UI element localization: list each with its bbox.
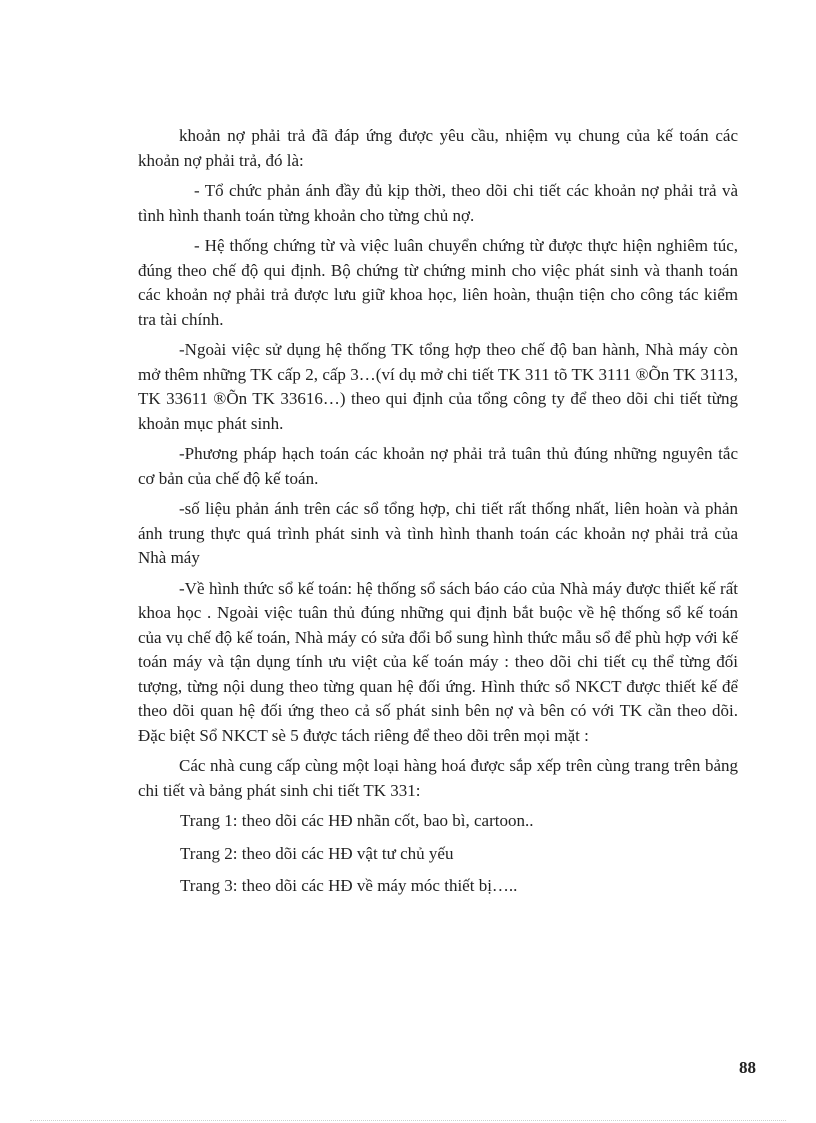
paragraph-bullet-reporting: - Tổ chức phản ánh đầy đủ kịp thời, theo dõi chi tiết các khoản nợ phải trả và tình hình thanh toán từng khoản cho từng chủ nợ. xyxy=(138,181,738,225)
paragraph-data: -số liệu phản ánh trên các sổ tổng hợp, chi tiết rất thống nhất, liên hoàn và phản ánh trung thực quá trình phát sinh và tình hình thanh toán các khoản nợ phải trả của Nhà máy xyxy=(138,499,738,567)
page-number: 88 xyxy=(739,1058,756,1077)
list-item: Trang 2: theo dõi các HĐ vật tư chủ yếu xyxy=(180,843,454,863)
paragraph-bookkeeping: -Về hình thức sổ kế toán: hệ thống sổ sách báo cáo của Nhà máy được thiết kế rất khoa học . Ngoài việc tuân thủ đúng những qui định bắt buộc về hệ thống sổ kế toán của vụ chế độ kế toán, Nhà máy có sửa đổi bổ sung hình thức mẫu sổ để phù hợp với kế toán máy và tận dụng tính ưu việt của kế toán máy : theo dõi chi tiết cụ thể từng đối tượng, từng nội dung theo từng quan hệ đối ứng. Hình thức sổ NKCT được thiết kế để theo dõi quan hệ đối ứng theo cả số phát sinh bên nợ và bên có với TK cần theo dõi. Đặc biệt Sổ NKCT sè 5 được tách riêng để theo dõi trên mọi mặt : xyxy=(138,578,738,745)
paragraph-accounts: -Ngoài việc sử dụng hệ thống TK tổng hợp theo chế độ ban hành, Nhà máy còn mở thêm những TK cấp 2, cấp 3…(ví dụ mở chi tiết TK 311 tõ TK 3111 ®Õn TK 3113, TK 33611 ®Õn TK 33616…) theo qui định của tổng công ty để theo dõi chi tiết từng khoản mục phát sinh. xyxy=(138,340,738,433)
list-item: Trang 3: theo dõi các HĐ về máy móc thiết bị….. xyxy=(180,876,518,895)
pages-list xyxy=(180,809,738,899)
paragraph-method: -Phương pháp hạch toán các khoản nợ phải trả tuân thủ đúng những nguyên tắc cơ bản của chế độ kế toán. xyxy=(138,444,738,488)
paragraph-bullet-documents: - Hệ thống chứng từ và việc luân chuyển chứng từ được thực hiện nghiêm túc, đúng theo chế độ qui định. Bộ chứng từ chứng minh cho việc phát sinh và thanh toán các khoản nợ phải trả được lưu giữ khoa học, liên hoàn, thuận tiện cho công tác kiểm tra tài chính. xyxy=(138,236,738,329)
bottom-divider xyxy=(30,1120,786,1121)
paragraph-intro: khoản nợ phải trả đã đáp ứng được yêu cầu, nhiệm vụ chung của kế toán các khoản nợ phải trả, đó là: xyxy=(138,126,738,170)
paragraph-suppliers: Các nhà cung cấp cùng một loại hàng hoá được sắp xếp trên cùng trang trên bảng chi tiết và bảng phát sinh chi tiết TK 331: xyxy=(138,756,738,800)
list-item: Trang 1: theo dõi các HĐ nhãn cốt, bao bì, cartoon.. xyxy=(180,811,534,830)
page-body xyxy=(138,124,738,907)
